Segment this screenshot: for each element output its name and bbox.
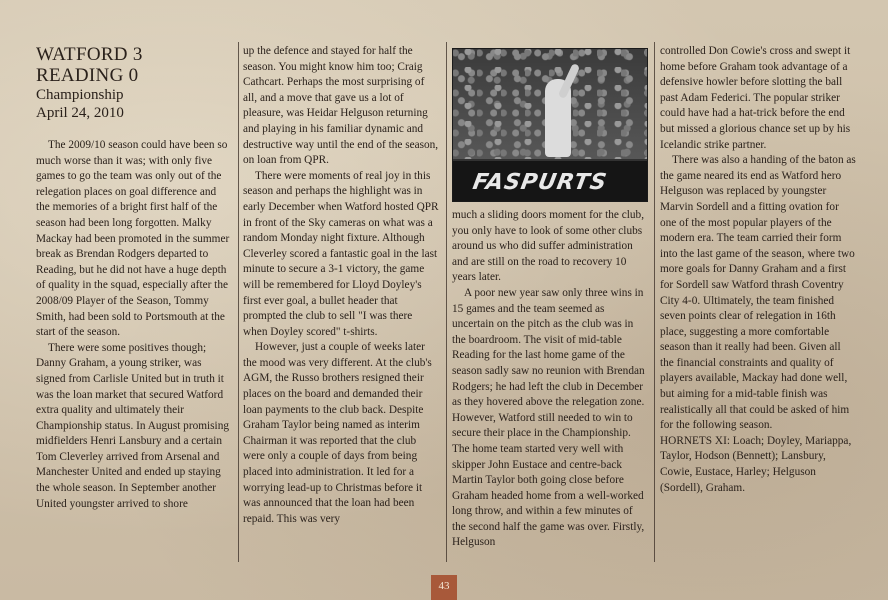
away-team-score: READING 0 [36,65,139,86]
paragraph: controlled Don Cowie's cross and swept it home before Graham took advantage of a defensive howler before slotting the ball past Adam Federici. The popular striker could have had a hat-trick before the end but missed a glorious chance set up by his Icelandic strike partner. [660,45,851,151]
article-column-4 [660,44,856,496]
paragraph: However, just a couple of weeks later the mood was very different. At the club's AGM, the Russo brothers resigned their places on the board and demanded their loan payments to the club back. Despite Graham Taylor being named as interim Chairman it was reported that the club were only a couple of days from being placed into administration. It led for a worrying lead-up to Christmas before it was announced that the loan had been repaid. This was very [243,341,432,525]
column-divider [654,42,655,562]
paragraph: much a sliding doors moment for the club, you only have to look of some other clubs around us who did suffer administration and are still on the road to recovery 10 years later. [452,209,645,284]
column-divider [446,42,447,562]
page-number: 43 [431,575,457,600]
home-team-score: WATFORD 3 [36,44,143,65]
article-column-1 [36,44,232,512]
match-photo [452,48,648,202]
article-column-2 [243,44,439,527]
article-column-3 [452,208,648,551]
competition: Championship [36,87,124,103]
paragraph: up the defence and stayed for half the season. You might know him too; Craig Cathcart. Perhaps the most surprising of all, and a move that gave us a lot of pleasure, was Heidar Helguson returning and playing in his familiar dynamic and destructive way until the end of the season, on loan from QPR. [243,45,439,167]
paragraph: A poor new year saw only three wins in 15 games and the team seemed as uncertain on the pitch as the club was in the boardroom. The visit of mid-table Reading for the last home game of the season sadly saw no reunion with Brendan Rodgers; he had left the club in December as they hovered above the relegation zone. However, Watford still needed to win to secure their place in the Championship. The home team started very well with skipper John Eustace and centre-back Martin Taylor both going close before Graham headed home from a well-worked long throw, and within a few minutes of the second half the game was over. Firstly, Helguson [452,286,645,549]
paragraph: There were moments of real joy in this season and perhaps the highlight was in early December when Watford hosted QPR in front of the Sky cameras on what was a random Monday night fixture. Although Cleverley scored a fantastic goal in the last minute to secure a 3-1 victory, the game will be remembered for Lloyd Doyley's first ever goal, a bullet header that prompted the club to sell "I was there when Doyley scored" t-shirts. [243,169,439,338]
paragraph: There was also a handing of the baton as the game neared its end as Watford hero Helguson was replaced by youngster Marvin Sordell and a fitting ovation for one of the most popular players of the modern era. The team carried their form into the last game of the season, where two more goals for Danny Graham and a first for Sordell saw Watford thrash Coventry City 4-0. Ultimately, the team finished seven points clear of relegation in 16th place, suggesting a more comfortable season than it really had been. Given all the financial constraints and quality of players available, Mackay had done well, but aiming for a mid-table finish was realistically all that could be asked of him for the following season. [660,154,856,432]
match-date: April 24, 2010 [36,105,124,121]
team-lineup: HORNETS XI: Loach; Doyley, Mariappa, Taylor, Hodson (Bennett); Lansbury, Cowie, Eustace, Harley; Helguson (Sordell), Graham. [660,434,852,494]
match-header [36,44,232,122]
column-divider [238,42,239,562]
paragraph: There were some positives though; Danny Graham, a young striker, was signed from Carlisle United but in truth it was the loan market that secured Watford extra quality and ultimately their Championship status. In August promising midfielders Henri Lansbury and a certain Tom Cleverley arrived from Arsenal and Manchester United and ended up staying the whole season. In September another United youngster arrived to shore [36,341,229,510]
advertising-board-text: FASPURTS [470,170,610,195]
paragraph: The 2009/10 season could have been so much worse than it was; with only five games to go the team was only out of the relegation places on goal difference and the memories of a bright first half of the season had been long forgotten. Malky Mackay had been promoted in the summer break as Brendan Rodgers departed to Reading, but he did not have a huge depth of quality in the squad, especially after the 2008/09 Player of the Season, Tommy Smith, had been sold to Portsmouth at the start of the season. [36,139,230,339]
